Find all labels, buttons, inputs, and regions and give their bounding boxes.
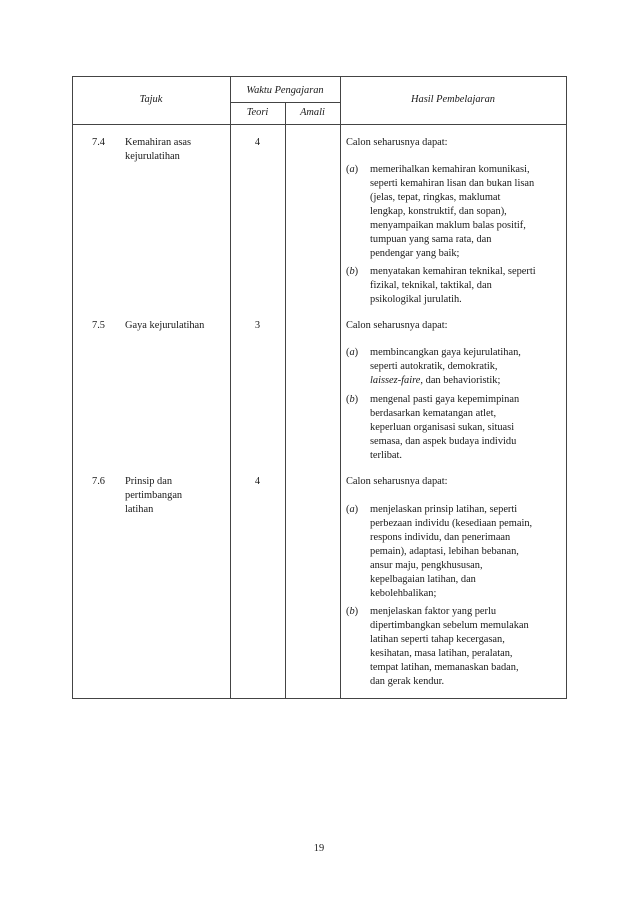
teori-value: 4 [254, 476, 261, 487]
item-line: (jelas, tepat, ringkas, maklumat [370, 192, 501, 203]
header-hasil-pembelajaran: Hasil Pembelajaran [411, 94, 495, 105]
item-label: (a) [346, 504, 359, 515]
item-label: (a) [346, 164, 359, 175]
teori-value: 3 [254, 320, 261, 331]
row-title-line: Kemahiran asas [125, 137, 192, 148]
table-left-border [72, 76, 73, 699]
row-number: 7.5 [92, 320, 105, 331]
item-line: dan gerak kendur. [370, 676, 445, 687]
row-title-line: kejurulatihan [125, 151, 180, 162]
item-line: seperti autokratik, demokratik, [370, 361, 498, 372]
table-top-border [72, 76, 567, 77]
item-label: (b) [346, 394, 359, 405]
item-line: lengkap, konstruktif, dan sopan), [370, 206, 507, 217]
item-line: respons individu, dan penerimaan [370, 532, 511, 543]
item-line: kebolehbalikan; [370, 588, 437, 599]
column-divider-tajuk [230, 76, 231, 699]
item-line: menjelaskan prinsip latihan, seperti [370, 504, 518, 515]
table-bottom-border [72, 698, 567, 699]
item-line: psikologikal jurulatih. [370, 294, 462, 305]
header-bottom-border [72, 124, 567, 125]
header-amali: Amali [300, 107, 325, 118]
item-line: seperti kemahiran lisan dan bukan lisan [370, 178, 535, 189]
item-line: tumpuan yang sama rata, dan [370, 234, 492, 245]
row-number: 7.6 [92, 476, 105, 487]
header-teori: Teori [246, 107, 269, 118]
outcome-intro: Calon seharusnya dapat: [346, 476, 448, 487]
item-line: fizikal, teknikal, taktikal, dan [370, 280, 492, 291]
item-line: pendengar yang baik; [370, 248, 460, 259]
item-line: mengenal pasti gaya kepemimpinan [370, 394, 520, 405]
page-number: 19 [313, 843, 325, 854]
item-line: menjelaskan faktor yang perlu [370, 606, 497, 617]
item-line: terlibat. [370, 450, 403, 461]
item-label: (b) [346, 266, 359, 277]
item-line: berdasarkan kematangan atlet, [370, 408, 497, 419]
item-label: (a) [346, 347, 359, 358]
item-line: latihan seperti tahap kecergasan, [370, 634, 505, 645]
row-title-line: Prinsip dan [125, 476, 173, 487]
item-line: kepelbagaian latihan, dan [370, 574, 476, 585]
column-divider-teori [285, 102, 286, 699]
row-title-line: pertimbangan [125, 490, 183, 501]
teori-value: 4 [254, 137, 261, 148]
outcome-intro: Calon seharusnya dapat: [346, 137, 448, 148]
item-line: ansur maju, pengkhususan, [370, 560, 483, 571]
item-line: keperluan organisasi sukan, situasi [370, 422, 515, 433]
item-line: pemain), adaptasi, lebihan bebanan, [370, 546, 519, 557]
header-tajuk: Tajuk [139, 94, 163, 105]
item-line: menyampaikan maklum balas positif, [370, 220, 526, 231]
table-right-border [566, 76, 567, 699]
row-number: 7.4 [92, 137, 105, 148]
item-line: tempat latihan, memanaskan badan, [370, 662, 519, 673]
item-line: perbezaan individu (kesediaan pemain, [370, 518, 533, 529]
row-title-line: latihan [125, 504, 154, 515]
header-waktu-pengajaran: Waktu Pengajaran [246, 85, 324, 96]
item-line: kesihatan, masa latihan, peralatan, [370, 648, 513, 659]
item-label: (b) [346, 606, 359, 617]
item-line: membincangkan gaya kejurulatihan, [370, 347, 521, 358]
item-line: laissez-faire, dan behavioristik; [370, 375, 501, 386]
row-title-line: Gaya kejurulatihan [125, 320, 205, 331]
item-line: memerihalkan kemahiran komunikasi, [370, 164, 530, 175]
item-line: dipertimbangkan sebelum memulakan [370, 620, 529, 631]
column-divider-amali [340, 76, 341, 699]
item-line: semasa, dan aspek budaya individu [370, 436, 517, 447]
item-line: menyatakan kemahiran teknikal, seperti [370, 266, 536, 277]
outcome-intro: Calon seharusnya dapat: [346, 320, 448, 331]
